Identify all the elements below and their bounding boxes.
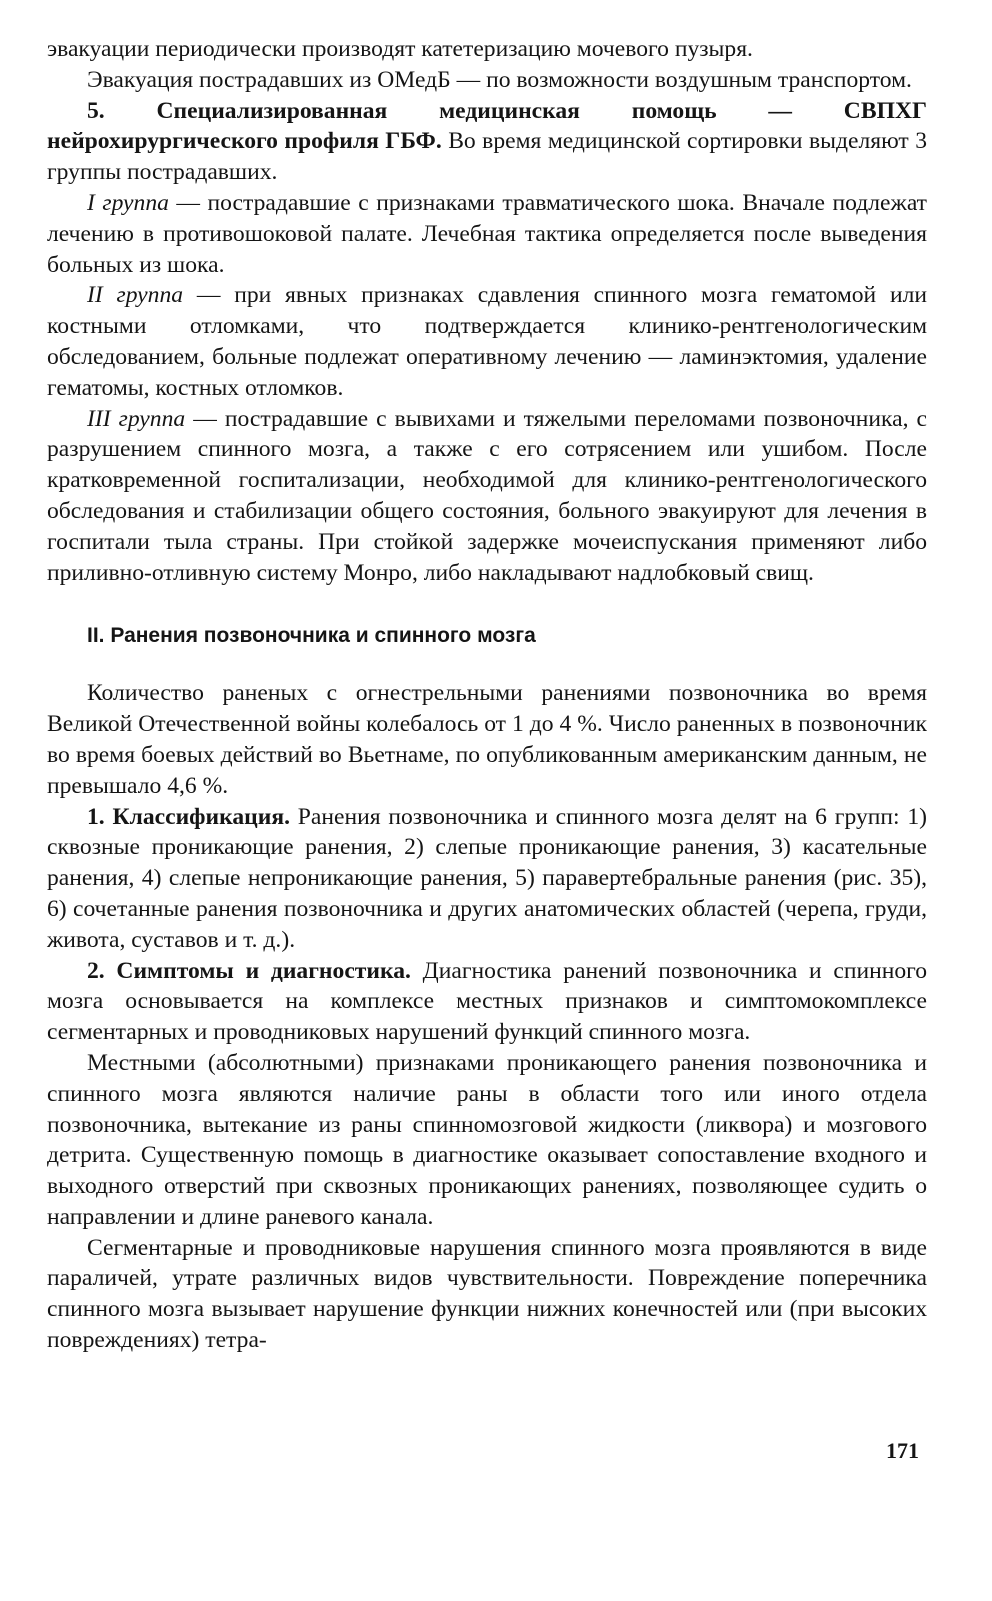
paragraph-text: Диагностика ранений позвоночника и спинного мозга основывается на комплексе местных признаков и симптомокомплексе сегментарных и проводниковых нарушений функций спинного мозга. [47,957,928,1046]
group-label: I группа [87,189,169,216]
paragraph-specialized-care [47,96,927,188]
paragraph-statistics: Количество раненых с огнестрельными ранениями позвоночника во время Великой Отечественной войны колебалось от 1 до 4 %. Число раненных в позвоночник во время боевых действий во Вьетнаме, по опубликованным американским данным, не превышало 4,6 %. [47,680,927,799]
paragraph-group-3 [47,404,927,589]
paragraph-group-1 [47,188,927,280]
paragraph-lead: 5. Специализированная медицинская помощь — СВПХГ нейрохирургического профиля ГБФ. [47,97,927,155]
paragraph-lead: 1. Классификация. [87,803,290,830]
paragraph-symptoms [47,956,927,1048]
paragraph-text: — при явных признаках сдавления спинного мозга гематомой или костными отломками, что подтверждается клинико-рентгенологическим обследованием, больные подлежат оперативному лечению — ламинэктомия, удаление гематомы, костных отломков. [47,282,927,401]
paragraph-evacuation-air: Эвакуация пострадавших из ОМедБ — по возможности воздушным транспортом. [87,66,912,93]
paragraph-text: — пострадавшие с вывихами и тяжелыми переломами позвоночника, с разрушением спинного мозга, а также с его сотрясением или ушибом. После кратковременной госпитализации, необходимой для клинико-рентгенологического обследования и стабилизации общего состояния, больного эвакуируют для лечения в госпитали тыла страны. При стойкой задержке мочеиспускания применяют либо приливно-отливную систему Монро, либо накладывают надлобковый свищ. [47,405,928,586]
paragraph-text: Ранения позвоночника и спинного мозга делят на 6 групп: 1) сквозные проникающие ранения, 2) слепые проникающие ранения, 3) касательные ранения, 4) слепые непроникающие ранения, 5) паравертебральные ранения (рис. 35), 6) сочетанные ранения позвоночника и других анатомических областей (черепа, груди, живота, суставов и т. д.). [47,803,927,953]
paragraph-text: — пострадавшие с признаками травматического шока. Вначале подлежат лечению в противошоковой палате. Лечебная тактика определяется после выведения больных из шока. [47,189,927,278]
paragraph-local-signs: Местными (абсолютными) признаками проникающего ранения позвоночника и спинного мозга являются наличие раны в области того или иного отдела позвоночника, вытекание из раны спинномозговой жидкости (ликвора) и мозгового детрита. Существенную помощь в диагностике оказывает сопоставление входного и выходного отверстий при сквозных проникающих ранениях, позволяющее судить о направлении и длине раневого канала. [47,1049,927,1230]
page-number: 171 [886,1438,919,1463]
paragraph-evacuation-catheter: эвакуации периодически производят катетеризацию мочевого пузыря. [47,36,753,62]
paragraph-lead: 2. Симптомы и диагностика. [87,957,411,984]
section-heading: II. Ранения позвоночника и спинного мозга [87,624,536,648]
paragraph-segmental-disorders: Сегментарные и проводниковые нарушения спинного мозга проявляются в виде параличей, утрате различных видов чувствительности. Повреждение поперечника спинного мозга вызывает нарушение функции нижних конечностей или (при высоких повреждениях) тетра- [47,1234,927,1354]
group-label: II группа [87,282,184,309]
group-label: III группа [87,405,186,432]
paragraph-group-2 [47,280,927,403]
paragraph-classification [47,802,927,956]
document-page [47,34,927,1356]
paragraph-text: Во время медицинской сортировки выделяют 3 группы пострадавших. [47,128,927,186]
